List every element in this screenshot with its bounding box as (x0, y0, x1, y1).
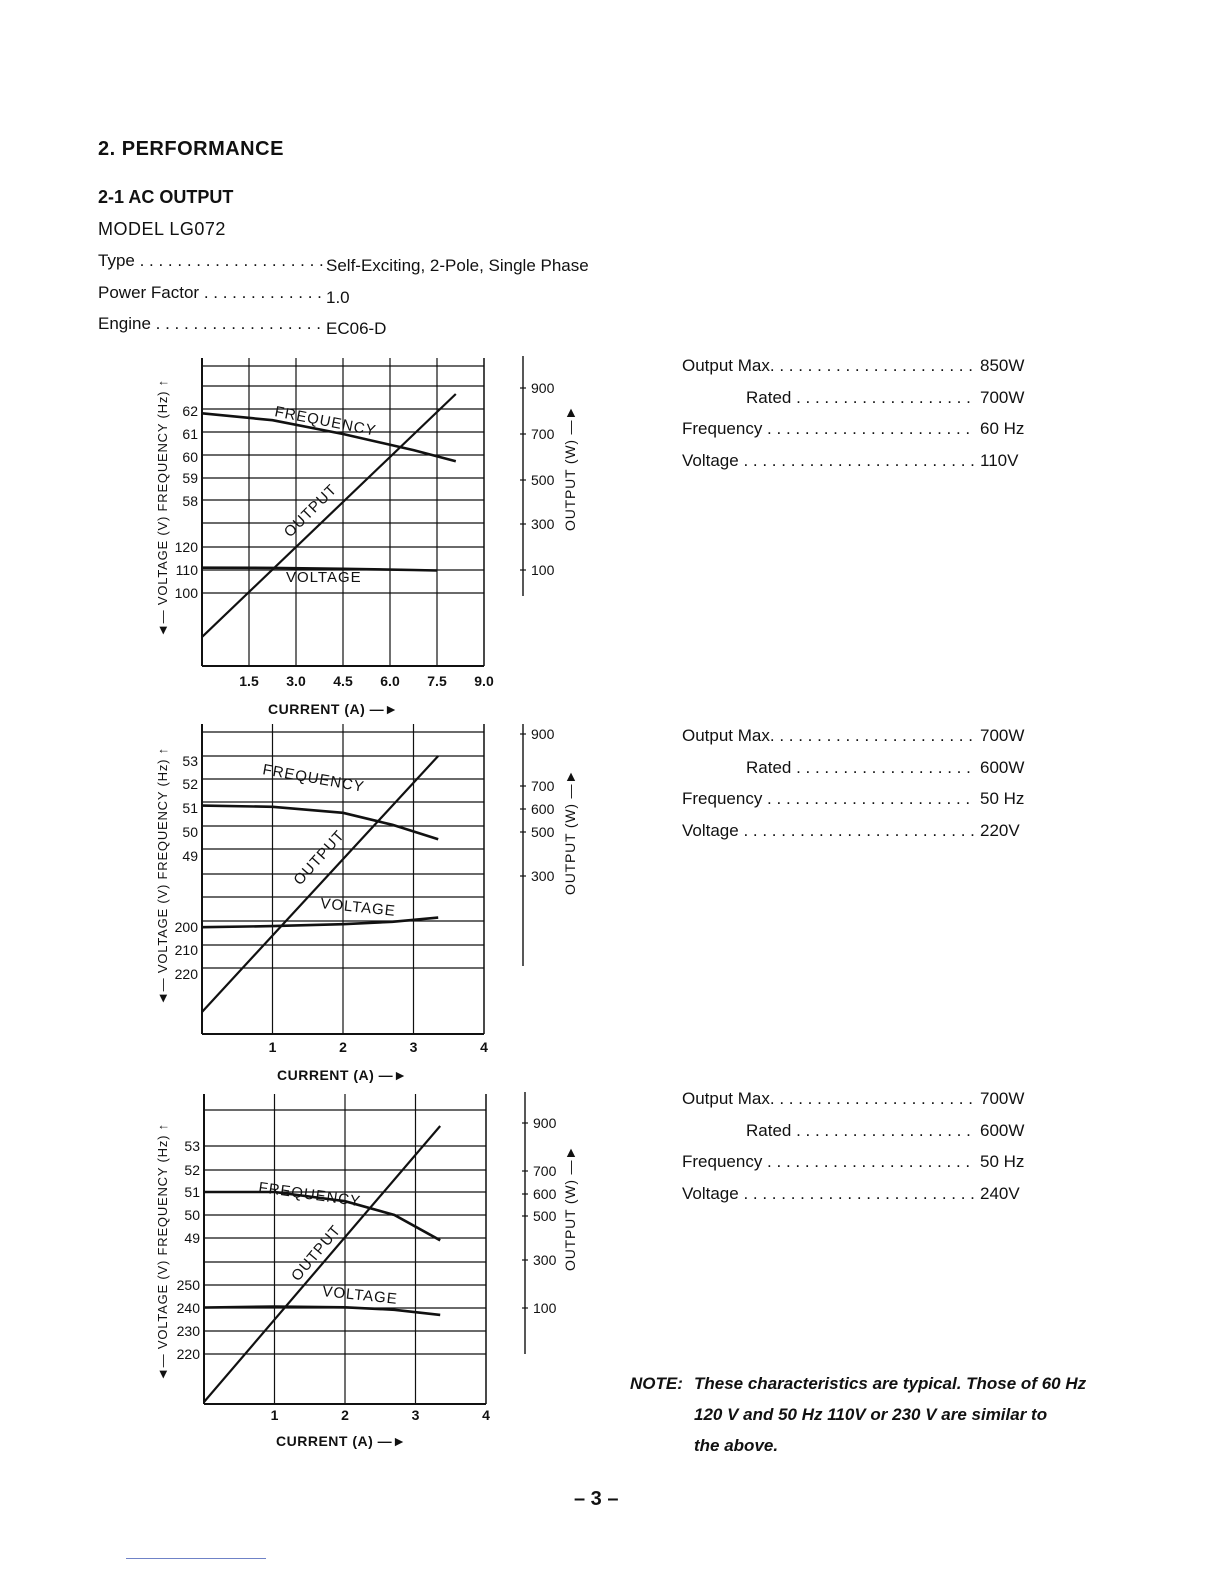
right-axis-label: OUTPUT (W) —► (562, 1145, 578, 1271)
rated-value: 600W (980, 757, 1025, 777)
output-label: OUTPUT (280, 480, 341, 541)
output-tick-label: 100 (533, 1300, 557, 1316)
freq-tick-label: 53 (184, 1138, 200, 1154)
output-max-value: 700W (980, 1089, 1025, 1108)
volt-tick-label: 240 (176, 1300, 200, 1316)
rated-value: 700W (980, 387, 1025, 407)
volt-tick-label: 250 (176, 1277, 200, 1293)
output-tick-label: 900 (533, 1115, 557, 1131)
x-tick-label: 1 (270, 1407, 279, 1423)
spec-block-60hz (682, 356, 1042, 482)
x-tick-label: 6.0 (380, 673, 400, 689)
output-tick-label: 900 (531, 726, 555, 742)
output-tick-label: 500 (531, 472, 555, 488)
frequency-value: 50 Hz (980, 789, 1025, 808)
x-tick-label: 3.0 (286, 673, 306, 689)
volt-tick-label: 220 (174, 966, 198, 982)
output-tick-label: 500 (531, 824, 555, 840)
output-max-label: Output Max. . . . (682, 1089, 974, 1109)
chart-60hz-110v (0, 350, 640, 720)
rated-label: Rated . . . (746, 388, 974, 408)
spec-type-label: Type . . . (98, 251, 326, 271)
output-tick-label: 900 (531, 380, 555, 396)
rated-label: Rated . . . (746, 758, 974, 778)
spec-block-50hz-240v (682, 1089, 1042, 1215)
voltage-value: 110V (980, 450, 1019, 470)
volt-tick-label: 230 (176, 1323, 200, 1339)
output-tick-label: 300 (531, 516, 555, 532)
x-axis-label: CURRENT (A) —► (276, 1433, 407, 1449)
output-line (202, 756, 438, 1012)
x-tick-label: 1 (268, 1039, 277, 1055)
output-tick-label: 600 (533, 1186, 557, 1202)
output-tick-label: 700 (531, 426, 555, 442)
voltage-label: VOLTAGE (321, 1283, 399, 1308)
freq-tick-label: 49 (184, 1230, 200, 1246)
voltage-label: VOLTAGE (319, 895, 397, 920)
freq-tick-label: 58 (182, 493, 198, 509)
x-axis-label: CURRENT (A) —► (277, 1067, 408, 1083)
frequency-label: Frequency . . . (682, 1152, 974, 1172)
output-max-value: 850W (980, 356, 1025, 375)
page-number: – 3 – (574, 1488, 619, 1510)
freq-tick-label: 61 (182, 426, 198, 442)
x-tick-label: 1.5 (239, 673, 259, 689)
right-axis-label: OUTPUT (W) —► (562, 405, 578, 531)
spec-type-value: Self-Exciting, 2-Pole, Single Phase (326, 256, 589, 275)
frequency-label: FREQUENCY (261, 761, 366, 796)
footer-rule (126, 1558, 266, 1559)
output-label: OUTPUT (290, 827, 349, 889)
x-tick-label: 4 (480, 1039, 488, 1055)
frequency-label: Frequency . . . (682, 789, 974, 809)
frequency-row (682, 419, 1042, 451)
freq-tick-label: 51 (184, 1184, 200, 1200)
x-tick-label: 7.5 (427, 673, 447, 689)
voltage-curve (202, 918, 438, 928)
output-tick-label: 700 (533, 1163, 557, 1179)
voltage-value: 220V (980, 820, 1020, 840)
output-max-row (682, 1089, 1042, 1121)
model-label: MODEL LG072 (98, 219, 226, 239)
spec-power-factor-label: Power Factor . . . (98, 283, 326, 303)
x-tick-label: 3 (411, 1407, 420, 1423)
rated-row (682, 1121, 1042, 1153)
output-max-label: Output Max. . . . (682, 356, 974, 376)
rated-label: Rated . . . (746, 1121, 974, 1141)
note-text-3: the above. (694, 1436, 779, 1455)
voltage-label: Voltage . . . (682, 451, 974, 471)
output-tick-label: 700 (531, 778, 555, 794)
freq-tick-label: 53 (182, 753, 198, 769)
voltage-row (682, 451, 1042, 483)
freq-tick-label: 50 (182, 824, 198, 840)
freq-tick-label: 52 (184, 1162, 200, 1178)
volt-tick-label: 210 (174, 942, 198, 958)
frequency-row (682, 789, 1042, 821)
freq-tick-label: 49 (182, 848, 198, 864)
left-axis-label: ◄— VOLTAGE (V) FREQUENCY (Hz) ↑ (155, 379, 170, 637)
x-tick-label: 4 (482, 1407, 490, 1423)
section-title: 2. PERFORMANCE (98, 138, 284, 160)
output-tick-label: 100 (531, 562, 555, 578)
output-line (204, 1126, 440, 1402)
spec-type (98, 251, 589, 276)
voltage-value: 240V (980, 1183, 1020, 1203)
output-max-value: 700W (980, 726, 1025, 745)
voltage-label: Voltage . . . (682, 1184, 974, 1204)
frequency-row (682, 1152, 1042, 1184)
rated-value: 600W (980, 1120, 1025, 1140)
spec-engine-label: Engine . . . (98, 314, 326, 334)
frequency-label: FREQUENCY (257, 1179, 362, 1211)
output-tick-label: 300 (531, 868, 555, 884)
spec-power-factor-value: 1.0 (326, 288, 350, 307)
x-tick-label: 2 (341, 1407, 349, 1423)
x-axis-label: CURRENT (A) —► (268, 701, 399, 717)
output-max-label: Output Max. . . . (682, 726, 974, 746)
output-tick-label: 500 (533, 1208, 557, 1224)
note (630, 1368, 1086, 1461)
freq-tick-label: 50 (184, 1207, 200, 1223)
volt-tick-label: 110 (175, 562, 198, 578)
frequency-value: 50 Hz (980, 1152, 1025, 1171)
spec-engine-value: EC06-D (326, 319, 387, 338)
output-label: OUTPUT (288, 1221, 345, 1285)
x-tick-label: 9.0 (474, 673, 494, 689)
volt-tick-label: 220 (176, 1346, 200, 1362)
left-axis-label: ◄— VOLTAGE (V) FREQUENCY (Hz) ↑ (155, 747, 170, 1005)
left-axis-label: ◄— VOLTAGE (V) FREQUENCY (Hz) ↑ (155, 1123, 170, 1381)
note-text-2: 120 V and 50 Hz 110V or 230 V are similar to (694, 1405, 1048, 1424)
x-tick-label: 4.5 (333, 673, 353, 689)
note-head: NOTE: (630, 1374, 683, 1393)
output-tick-label: 600 (531, 801, 555, 817)
output-tick-label: 300 (533, 1252, 557, 1268)
spec-block-50hz-220v (682, 726, 1042, 852)
note-line-1 (630, 1368, 1086, 1399)
freq-tick-label: 62 (182, 403, 198, 419)
frequency-label: FREQUENCY (273, 403, 378, 440)
right-axis-label: OUTPUT (W) —► (562, 769, 578, 895)
spec-power-factor (98, 283, 350, 308)
freq-tick-label: 51 (182, 800, 198, 816)
voltage-row (682, 1184, 1042, 1216)
output-max-row (682, 356, 1042, 388)
volt-tick-label: 200 (174, 919, 198, 935)
subsection-title: 2-1 AC OUTPUT (98, 187, 234, 207)
volt-tick-label: 100 (174, 585, 198, 601)
freq-tick-label: 52 (182, 776, 198, 792)
x-tick-label: 3 (409, 1039, 418, 1055)
frequency-value: 60 Hz (980, 419, 1025, 438)
voltage-label: Voltage . . . (682, 821, 974, 841)
frequency-label: Frequency . . . (682, 419, 974, 439)
freq-tick-label: 59 (182, 470, 198, 486)
x-tick-label: 2 (339, 1039, 347, 1055)
frequency-curve (202, 806, 438, 840)
volt-tick-label: 120 (174, 539, 198, 555)
chart-50hz-240v (0, 1082, 640, 1452)
voltage-row (682, 821, 1042, 853)
freq-tick-label: 60 (182, 449, 198, 465)
voltage-label: VOLTAGE (286, 569, 362, 586)
spec-engine (98, 314, 386, 339)
rated-row (682, 758, 1042, 790)
chart-50hz-220v (0, 716, 640, 1086)
output-max-row (682, 726, 1042, 758)
rated-row (682, 388, 1042, 420)
note-text-1: These characteristics are typical. Those of 60 Hz (694, 1374, 1087, 1393)
